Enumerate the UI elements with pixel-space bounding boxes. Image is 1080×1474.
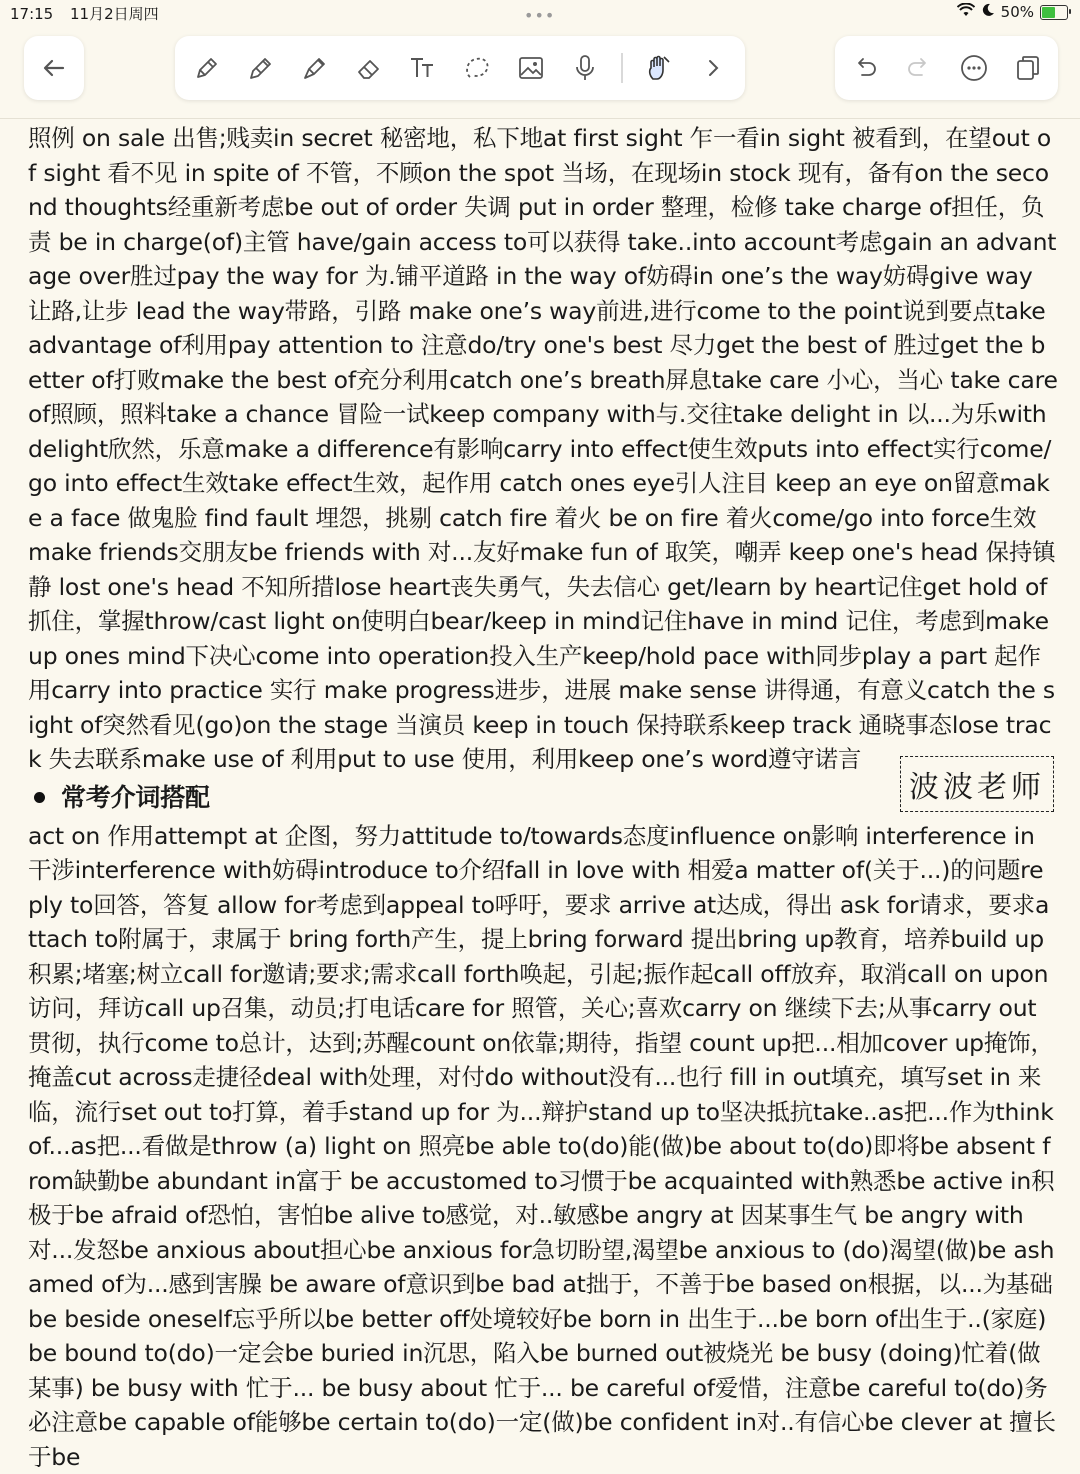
author-stamp: 波波老师: [900, 756, 1054, 812]
back-button[interactable]: [24, 36, 84, 100]
section-heading-text: 常考介词搭配: [61, 777, 210, 819]
status-right: [957, 3, 1068, 21]
status-left: [10, 3, 171, 24]
redo-icon[interactable]: [901, 50, 937, 86]
lasso-select-icon[interactable]: [459, 50, 495, 86]
multitasking-dots-icon[interactable]: •••: [524, 6, 555, 25]
pen-icon[interactable]: [243, 50, 279, 86]
do-not-disturb-moon-icon: [981, 3, 995, 21]
chevron-right-icon[interactable]: [695, 50, 731, 86]
battery-level: [1042, 7, 1055, 18]
battery-percent: 50%: [1001, 3, 1034, 21]
note-paragraph-idioms: 照例 on sale 出售;贱卖in secret 秘密地，私下地at first sight 乍一看in sight 被看到，在望out of sight 看不见 in spite of 不管，不顾on the spot 当场，在现场in stock 现有，备有on the second thoughts经重新考虑be out of order 失调 put in order 整理，检修 take charge of担任，负责 be in charge(of)主管 have/gain access to可以获得 take..into account考虑gain an advantage over胜过pay the way for 为.铺平道路 in the way of妨碍in one’s the way妨碍give way 让路,让步 lead the way带路，引路 make one’s way前进,进行come to the point说到要点take advantage of利用pay attention to 注意do/try one's best 尽力get the best of 胜过get the better of打败make the best of充分利用catch one’s breath屏息take care 小心，当心 take care of照顾，照料take a chance 冒险一试keep company with与.交往take delight in 以...为乐with delight欣然，乐意make a difference有影响carry into effect使生效puts into effect实行come/go into effect生效take effect生效，起作用 catch ones eye引人注目 keep an eye on留意make a face 做鬼脸 find fault 埋怨，挑剔 catch fire 着火 be on fire 着火come/go into force生效make friends交朋友be friends with 对...友好make fun of 取笑，嘲弄 keep one's head 保持镇静 lost one's head 不知所措lose heart丧失勇气，失去信心 get/learn by heart记住get hold of抓住，掌握throw/cast light on使明白bear/keep in mind记住have in mind 记住，考虑到make up ones mind下决心come into operation投入生产keep/hold pace with同步play a part 起作用carry into practice 实行 make progress进步，进展 make sense 讲得通，有意义catch the sight of突然看见(go)on the stage 当演员 keep in touch 保持联系keep track 通晓事态lose track 失去联系make use of 利用put to use 使用，利用keep one’s word遵守诺言: [28, 121, 1058, 777]
status-bar: [0, 0, 1080, 28]
pencil-icon[interactable]: [189, 50, 225, 86]
highlighter-icon[interactable]: [297, 50, 333, 86]
battery-icon: [1040, 5, 1068, 20]
toolbar: [0, 36, 1080, 104]
drawing-tools: [175, 36, 745, 100]
status-date: 11月2日周四: [70, 5, 159, 23]
more-options-icon[interactable]: [956, 50, 992, 86]
pages-icon[interactable]: [1010, 50, 1046, 86]
toolbar-divider: [621, 53, 623, 83]
wifi-icon: [957, 3, 975, 21]
status-time: 17:15: [10, 5, 53, 23]
image-icon[interactable]: [513, 50, 549, 86]
note-paragraph-prepositions: act on 作用attempt at 企图，努力attitude to/towards态度influence on影响 interference in 干涉interference with妨碍introduce to介绍fall in love with 相爱a matter of(关于...)的问题reply to回答，答复 allow for考虑到appeal to呼吁，要求 arrive at达成，得出 ask for请求，要求attach to附属于，隶属于 bring forth产生，提上bring forward 提出bring up教育，培养build up积累;堵塞;树立call for邀请;要求;需求call forth唤起，引起;振作起call off放弃，取消call on upon访问，拜访call up召集，动员;打电话care for 照管，关心;喜欢carry on 继续下去;从事carry out 贯彻，执行come to总计，达到;苏醒count on依靠;期待，指望 count up把...相加cover up掩饰，掩盖cut across走捷径deal with处理，对付do without没有...也行 fill in out填充，填写set in 来临，流行set out to打算，着手stand up for 为...辩护stand up to坚决抵抗take..as把...作为think of...as把...看做是throw (a) light on 照亮be able to(do)能(做)be about to(do)即将be absent from缺勤be abundant in富于 be accustomed to习惯于be acquainted with熟悉be active in积极于be afraid of恐怕，害怕be alive to感觉，对..敏感be angry at 因某事生气 be angry with 对...发怒be anxious about担心be anxious for急切盼望,渴望be anxious to (do)渴望(做)be ashamed of为...感到害臊 be aware of意识到be bad at拙于，不善于be based on根据，以...为基础 be beside oneself忘乎所以be better off处境较好be born in 出生于...be born of出生于..(家庭) be bound to(do)一定会be buried in沉思，陷入be burned out被烧光 be busy (doing)忙着(做某事) be busy with 忙于... be busy about 忙于... be careful of爱惜，注意be careful to(do)务必注意be capable of能够be certain to(do)一定(做)be confident in对..有信心be clever at 擅长于be: [28, 819, 1058, 1474]
bullet-icon: [34, 792, 45, 803]
action-buttons: [835, 36, 1058, 100]
microphone-icon[interactable]: [567, 50, 603, 86]
text-tool-icon[interactable]: [405, 50, 441, 86]
hand-draw-icon[interactable]: [641, 50, 677, 86]
back-arrow-icon: [36, 50, 72, 86]
eraser-icon[interactable]: [351, 50, 387, 86]
undo-icon[interactable]: [847, 50, 883, 86]
toolbar-separator: [0, 118, 1080, 119]
